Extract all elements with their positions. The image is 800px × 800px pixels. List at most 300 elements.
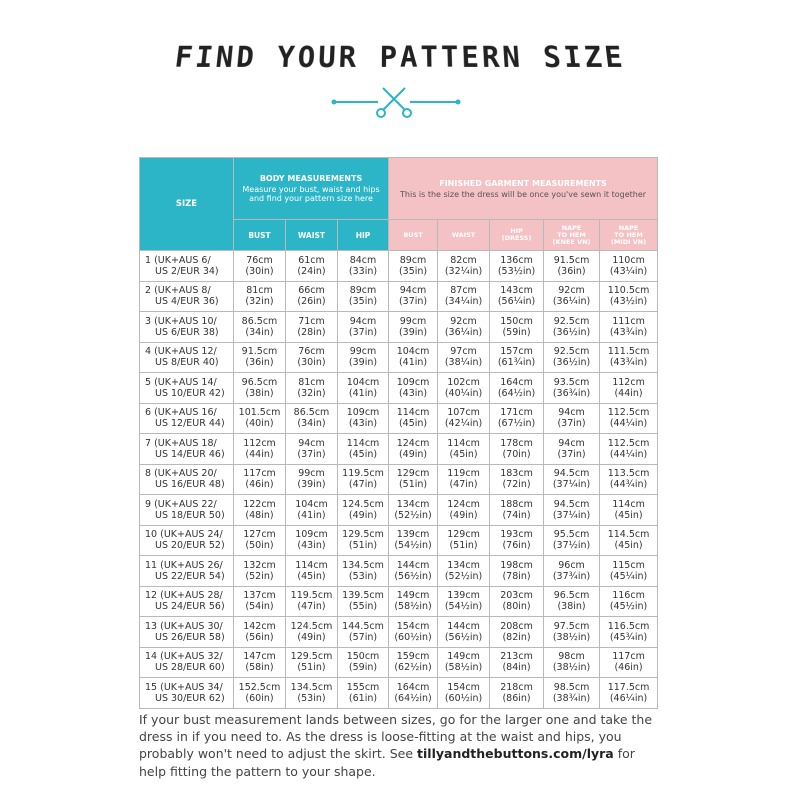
cell-finished-bust	[389, 525, 438, 556]
cell-in: (30in)	[245, 265, 274, 277]
cell-in: (51in)	[449, 540, 478, 552]
table-row	[140, 342, 658, 373]
cell-cm: 98.5cm	[553, 681, 590, 693]
cell-cm: 132cm	[243, 559, 276, 571]
col-header-bust: BUST	[234, 220, 286, 251]
cell-finished-hip	[490, 495, 544, 526]
cell-nape-to-hem-knee	[544, 495, 600, 526]
cell-nape-to-hem-knee	[544, 586, 600, 617]
cell-in: (51in)	[348, 540, 378, 552]
cell-cm: 94cm	[558, 437, 585, 449]
cell-waist	[286, 464, 338, 495]
cell-nape-to-hem-midi	[600, 464, 658, 495]
col-header-finished-bust: BUST	[389, 220, 438, 251]
cell-cm: 110cm	[612, 254, 645, 266]
cell-cm: 159cm	[396, 651, 430, 663]
cell-cm: 183cm	[500, 468, 533, 480]
cell-cm: 86.5cm	[293, 407, 330, 419]
cell-in: (58½in)	[444, 662, 483, 674]
cell-in: (45in)	[297, 570, 326, 582]
cell-in: (37¼in)	[552, 479, 591, 491]
cell-cm: 119.5cm	[342, 468, 384, 480]
cell-cm: 112.5cm	[607, 407, 650, 419]
cell-waist	[286, 434, 338, 465]
cell-finished-bust	[389, 251, 438, 282]
table-row	[140, 617, 658, 648]
cell-in: (43¾in)	[609, 326, 648, 338]
cell-bust	[234, 647, 286, 678]
cell-nape-to-hem-knee	[544, 281, 600, 312]
cell-in: (35in)	[348, 296, 378, 308]
cell-in: (52½in)	[394, 509, 432, 521]
cell-cm: 91.5cm	[553, 254, 590, 266]
cell-cm: 149cm	[396, 590, 430, 602]
cell-hip	[338, 647, 389, 678]
cell-nape-to-hem-knee	[544, 678, 600, 709]
cell-in: (54½in)	[444, 601, 483, 613]
cell-finished-bust	[389, 617, 438, 648]
size-label	[140, 647, 234, 678]
cell-hip	[338, 525, 389, 556]
cell-cm: 144cm	[447, 620, 480, 632]
size-label	[140, 586, 234, 617]
table-row	[140, 251, 658, 282]
cell-finished-hip	[490, 373, 544, 404]
cell-in: (43¾in)	[609, 357, 648, 369]
cell-cm: 104cm	[346, 376, 380, 388]
cell-bust	[234, 251, 286, 282]
cell-cm: 116.5cm	[607, 620, 650, 632]
col-header-hip: HIP	[338, 220, 389, 251]
cell-waist	[286, 373, 338, 404]
cell-cm: 154cm	[396, 620, 430, 632]
cell-cm: 107cm	[447, 407, 480, 419]
cell-in: (45¾in)	[609, 631, 648, 643]
cell-cm: 99cm	[349, 346, 377, 358]
table-row	[140, 556, 658, 587]
cell-in: (51in)	[398, 479, 428, 491]
finished-garment-header	[389, 158, 658, 220]
cell-finished-waist	[438, 586, 490, 617]
cell-waist	[286, 647, 338, 678]
cell-in: (48in)	[245, 509, 274, 521]
cell-cm: 94.5cm	[553, 468, 590, 480]
cell-cm: 164cm	[396, 681, 430, 693]
size-label-line1: 6 (UK+AUS 16/	[145, 407, 217, 419]
cell-cm: 94cm	[399, 285, 427, 297]
cell-in: (47in)	[449, 479, 478, 491]
cell-cm: 109cm	[295, 529, 328, 541]
cell-in: (33in)	[348, 265, 378, 277]
cell-cm: 115cm	[612, 559, 645, 571]
cell-in: (36½in)	[552, 357, 591, 369]
cell-cm: 178cm	[500, 437, 533, 449]
cell-in: (74in)	[502, 509, 531, 521]
cell-cm: 152.5cm	[238, 681, 281, 693]
cell-cm: 113.5cm	[607, 468, 650, 480]
cell-cm: 157cm	[500, 346, 533, 358]
size-label	[140, 556, 234, 587]
cell-cm: 84cm	[349, 254, 377, 266]
cell-finished-hip	[490, 281, 544, 312]
header-row-groups	[140, 158, 658, 220]
cell-finished-waist	[438, 373, 490, 404]
size-label-line1: 1 (UK+AUS 6/	[145, 254, 211, 266]
body-measurements-subtitle: Measure your bust, waist and hips and find your pattern size here	[242, 185, 380, 203]
size-label-line2: US 20/EUR 52)	[155, 540, 225, 552]
cell-finished-waist	[438, 464, 490, 495]
cell-in: (62½in)	[394, 662, 432, 674]
divider-left	[332, 100, 379, 105]
cell-waist	[286, 525, 338, 556]
cell-nape-to-hem-knee	[544, 617, 600, 648]
cell-in: (38in)	[557, 601, 586, 613]
cell-in: (86in)	[502, 692, 531, 704]
cell-cm: 66cm	[298, 285, 325, 297]
cell-in: (44¼in)	[609, 448, 648, 460]
scissors-icon	[377, 88, 411, 117]
cell-finished-waist	[438, 556, 490, 587]
cell-cm: 99cm	[298, 468, 325, 480]
col-header-finished-hip-line2: (DRESS)	[501, 234, 532, 242]
cell-finished-bust	[389, 464, 438, 495]
cell-finished-waist	[438, 495, 490, 526]
cell-nape-to-hem-knee	[544, 403, 600, 434]
cell-cm: 218cm	[500, 681, 533, 693]
cell-cm: 139cm	[396, 529, 430, 541]
cell-cm: 92.5cm	[553, 346, 590, 358]
cell-cm: 134.5cm	[342, 559, 384, 571]
size-label-line2: US 8/EUR 40)	[155, 357, 219, 369]
cell-cm: 150cm	[500, 315, 533, 327]
cell-cm: 98cm	[558, 651, 585, 663]
size-label-line2: US 6/EUR 38)	[155, 326, 219, 338]
body-measurements-title: BODY MEASUREMENTS	[259, 174, 363, 183]
cell-cm: 94cm	[349, 315, 377, 327]
cell-cm: 116cm	[612, 590, 645, 602]
cell-nape-to-hem-midi	[600, 373, 658, 404]
col-header-midi-line1: NAPE	[618, 223, 639, 232]
table-row	[140, 312, 658, 343]
cell-cm: 129.5cm	[290, 651, 333, 663]
cell-waist	[286, 495, 338, 526]
cell-nape-to-hem-knee	[544, 556, 600, 587]
cell-cm: 92cm	[558, 285, 585, 297]
cell-in: (56½in)	[444, 631, 483, 643]
cell-in: (28in)	[297, 326, 326, 338]
size-label	[140, 434, 234, 465]
size-label	[140, 617, 234, 648]
cell-cm: 117.5cm	[607, 681, 650, 693]
size-label-line1: 9 (UK+AUS 22/	[145, 498, 217, 510]
table-row	[140, 647, 658, 678]
cell-in: (80in)	[502, 601, 531, 613]
cell-in: (26in)	[297, 296, 326, 308]
cell-cm: 104cm	[396, 346, 430, 358]
cell-in: (47in)	[348, 479, 378, 491]
cell-nape-to-hem-midi	[600, 525, 658, 556]
size-label-line2: US 22/EUR 54)	[155, 570, 225, 582]
cell-nape-to-hem-knee	[544, 251, 600, 282]
cell-in: (64½in)	[394, 692, 432, 704]
cell-in: (53in)	[348, 570, 378, 582]
cell-in: (45in)	[449, 448, 478, 460]
cell-cm: 114cm	[295, 559, 328, 571]
cell-finished-waist	[438, 403, 490, 434]
size-label	[140, 342, 234, 373]
cell-cm: 99cm	[399, 315, 427, 327]
cell-bust	[234, 434, 286, 465]
cell-cm: 147cm	[243, 651, 276, 663]
size-label-line1: 12 (UK+AUS 28/	[145, 590, 223, 602]
cell-hip	[338, 464, 389, 495]
cell-in: (38in)	[245, 387, 274, 399]
cell-finished-waist	[438, 647, 490, 678]
size-label	[140, 281, 234, 312]
cell-cm: 89cm	[399, 254, 427, 266]
cell-nape-to-hem-midi	[600, 281, 658, 312]
cell-bust	[234, 586, 286, 617]
cell-in: (53½in)	[497, 265, 536, 277]
cell-cm: 149cm	[447, 651, 480, 663]
size-label-line2: US 18/EUR 50)	[155, 509, 225, 521]
page-title: FIND YOUR PATTERN SIZE	[172, 40, 628, 74]
cell-cm: 124.5cm	[342, 498, 384, 510]
cell-cm: 112.5cm	[607, 437, 650, 449]
cell-bust	[234, 678, 286, 709]
cell-cm: 97cm	[450, 346, 477, 358]
cell-in: (43in)	[348, 418, 378, 430]
cell-cm: 119cm	[447, 468, 480, 480]
cell-in: (43in)	[398, 387, 428, 399]
cell-in: (45½in)	[609, 601, 648, 613]
cell-in: (44in)	[245, 448, 274, 460]
cell-cm: 119.5cm	[290, 590, 333, 602]
cell-in: (45in)	[614, 509, 643, 521]
size-label-line2: US 14/EUR 46)	[155, 448, 225, 460]
cell-cm: 124.5cm	[290, 620, 333, 632]
col-header-knee-line3: (KNEE VN)	[552, 237, 591, 246]
cell-finished-hip	[490, 586, 544, 617]
cell-in: (51in)	[297, 662, 326, 674]
cell-in: (49in)	[297, 631, 326, 643]
cell-in: (56¼in)	[497, 296, 536, 308]
cell-cm: 102cm	[447, 376, 480, 388]
cell-in: (52½in)	[444, 570, 483, 582]
cell-in: (49in)	[348, 509, 378, 521]
cell-hip	[338, 495, 389, 526]
cell-finished-waist	[438, 281, 490, 312]
cell-waist	[286, 342, 338, 373]
cell-cm: 203cm	[500, 590, 533, 602]
cell-in: (67½in)	[497, 418, 536, 430]
cell-nape-to-hem-midi	[600, 586, 658, 617]
cell-in: (34in)	[297, 418, 326, 430]
cell-in: (82in)	[502, 631, 531, 643]
cell-finished-bust	[389, 373, 438, 404]
cell-cm: 109cm	[396, 376, 430, 388]
cell-cm: 134cm	[396, 498, 430, 510]
cell-finished-bust	[389, 556, 438, 587]
cell-cm: 95.5cm	[553, 529, 590, 541]
cell-cm: 94cm	[298, 437, 325, 449]
cell-in: (57in)	[348, 631, 378, 643]
cell-nape-to-hem-midi	[600, 647, 658, 678]
cell-in: (36¾in)	[552, 387, 591, 399]
cell-in: (37¾in)	[552, 570, 591, 582]
cell-in: (39in)	[398, 326, 428, 338]
cell-in: (52in)	[245, 570, 274, 582]
cell-in: (46in)	[245, 479, 274, 491]
size-label-line2: US 30/EUR 62)	[155, 692, 225, 704]
cell-hip	[338, 586, 389, 617]
cell-cm: 81cm	[246, 285, 273, 297]
cell-cm: 92.5cm	[553, 315, 590, 327]
cell-cm: 86.5cm	[241, 315, 278, 327]
size-label-line1: 4 (UK+AUS 12/	[145, 346, 217, 358]
col-header-knee-length	[544, 220, 600, 251]
table-row	[140, 495, 658, 526]
cell-in: (37in)	[398, 296, 428, 308]
cell-in: (34¼in)	[444, 296, 483, 308]
cell-waist	[286, 617, 338, 648]
cell-finished-waist	[438, 678, 490, 709]
size-label-line1: 11 (UK+AUS 26/	[145, 559, 223, 571]
size-label-line2: US 28/EUR 60)	[155, 662, 225, 674]
cell-finished-waist	[438, 312, 490, 343]
cell-in: (30in)	[297, 357, 326, 369]
cell-nape-to-hem-knee	[544, 342, 600, 373]
cell-in: (38½in)	[552, 662, 591, 674]
cell-cm: 81cm	[298, 376, 325, 388]
col-header-waist: WAIST	[286, 220, 338, 251]
cell-nape-to-hem-midi	[600, 556, 658, 587]
cell-waist	[286, 403, 338, 434]
cell-in: (37in)	[348, 326, 378, 338]
cell-finished-hip	[490, 312, 544, 343]
note-link[interactable]: tillyandthebuttons.com/lyra	[417, 746, 614, 762]
cell-hip	[338, 556, 389, 587]
size-label-line1: 15 (UK+AUS 34/	[145, 681, 223, 693]
cell-cm: 208cm	[500, 620, 533, 632]
cell-in: (56in)	[245, 631, 274, 643]
cell-finished-bust	[389, 281, 438, 312]
cell-cm: 94cm	[558, 407, 585, 419]
cell-in: (41in)	[348, 387, 378, 399]
size-label-line2: US 16/EUR 48)	[155, 479, 225, 491]
table-row	[140, 373, 658, 404]
cell-bust	[234, 464, 286, 495]
cell-in: (38¼in)	[444, 357, 483, 369]
cell-in: (78in)	[502, 570, 531, 582]
cell-cm: 155cm	[346, 681, 380, 693]
cell-finished-waist	[438, 617, 490, 648]
cell-cm: 193cm	[500, 529, 533, 541]
finished-garment-subtitle: This is the size the dress will be once you've sewn it together	[400, 189, 647, 199]
cell-in: (37in)	[557, 418, 586, 430]
cell-nape-to-hem-midi	[600, 495, 658, 526]
cell-finished-hip	[490, 464, 544, 495]
cell-cm: 93.5cm	[553, 376, 590, 388]
size-header: SIZE	[140, 158, 234, 251]
cell-finished-hip	[490, 251, 544, 282]
size-label-line1: 14 (UK+AUS 32/	[145, 651, 223, 663]
table-row	[140, 678, 658, 709]
cell-in: (37in)	[297, 448, 326, 460]
cell-cm: 91.5cm	[241, 346, 278, 358]
cell-cm: 137cm	[243, 590, 276, 602]
cell-in: (56½in)	[394, 570, 432, 582]
cell-in: (54in)	[245, 601, 274, 613]
cell-finished-bust	[389, 495, 438, 526]
cell-in: (53in)	[297, 692, 326, 704]
size-chart-table	[139, 157, 658, 709]
cell-cm: 213cm	[500, 651, 533, 663]
cell-cm: 139cm	[447, 590, 480, 602]
cell-cm: 129cm	[447, 529, 480, 541]
cell-nape-to-hem-midi	[600, 403, 658, 434]
cell-cm: 112cm	[243, 437, 276, 449]
cell-in: (49in)	[449, 509, 478, 521]
size-label-line1: 13 (UK+AUS 30/	[145, 620, 223, 632]
size-label	[140, 403, 234, 434]
cell-in: (55in)	[348, 601, 378, 613]
cell-cm: 111cm	[612, 315, 645, 327]
cell-nape-to-hem-midi	[600, 617, 658, 648]
cell-in: (24in)	[297, 265, 326, 277]
size-label	[140, 312, 234, 343]
cell-in: (44in)	[614, 387, 643, 399]
cell-in: (70in)	[502, 448, 531, 460]
cell-in: (41in)	[398, 357, 428, 369]
cell-cm: 143cm	[500, 285, 533, 297]
table-row	[140, 434, 658, 465]
cell-finished-bust	[389, 678, 438, 709]
cell-bust	[234, 525, 286, 556]
cell-bust	[234, 556, 286, 587]
size-label-line2: US 12/EUR 44)	[155, 418, 225, 430]
cell-in: (44¾in)	[609, 479, 648, 491]
cell-finished-bust	[389, 403, 438, 434]
cell-cm: 82cm	[450, 254, 477, 266]
cell-hip	[338, 251, 389, 282]
cell-in: (32in)	[297, 387, 326, 399]
cell-cm: 76cm	[246, 254, 273, 266]
cell-finished-waist	[438, 525, 490, 556]
cell-cm: 71cm	[298, 315, 325, 327]
title-wrap	[0, 40, 800, 74]
cell-in: (40¼in)	[444, 387, 483, 399]
cell-finished-hip	[490, 678, 544, 709]
scissors-divider	[0, 82, 800, 122]
size-label-line2: US 26/EUR 58)	[155, 631, 225, 643]
cell-cm: 87cm	[450, 285, 477, 297]
cell-nape-to-hem-knee	[544, 525, 600, 556]
cell-finished-bust	[389, 312, 438, 343]
cell-in: (49in)	[398, 448, 428, 460]
cell-finished-waist	[438, 251, 490, 282]
finished-garment-title: FINISHED GARMENT MEASUREMENTS	[439, 178, 607, 188]
cell-in: (37½in)	[552, 540, 591, 552]
size-label-line1: 5 (UK+AUS 14/	[145, 376, 217, 388]
cell-in: (47in)	[297, 601, 326, 613]
table-row	[140, 525, 658, 556]
cell-in: (35in)	[398, 265, 428, 277]
cell-cm: 96cm	[558, 559, 585, 571]
size-label-line2: US 10/EUR 42)	[155, 387, 225, 399]
size-rows	[140, 251, 658, 709]
cell-cm: 127cm	[243, 529, 276, 541]
